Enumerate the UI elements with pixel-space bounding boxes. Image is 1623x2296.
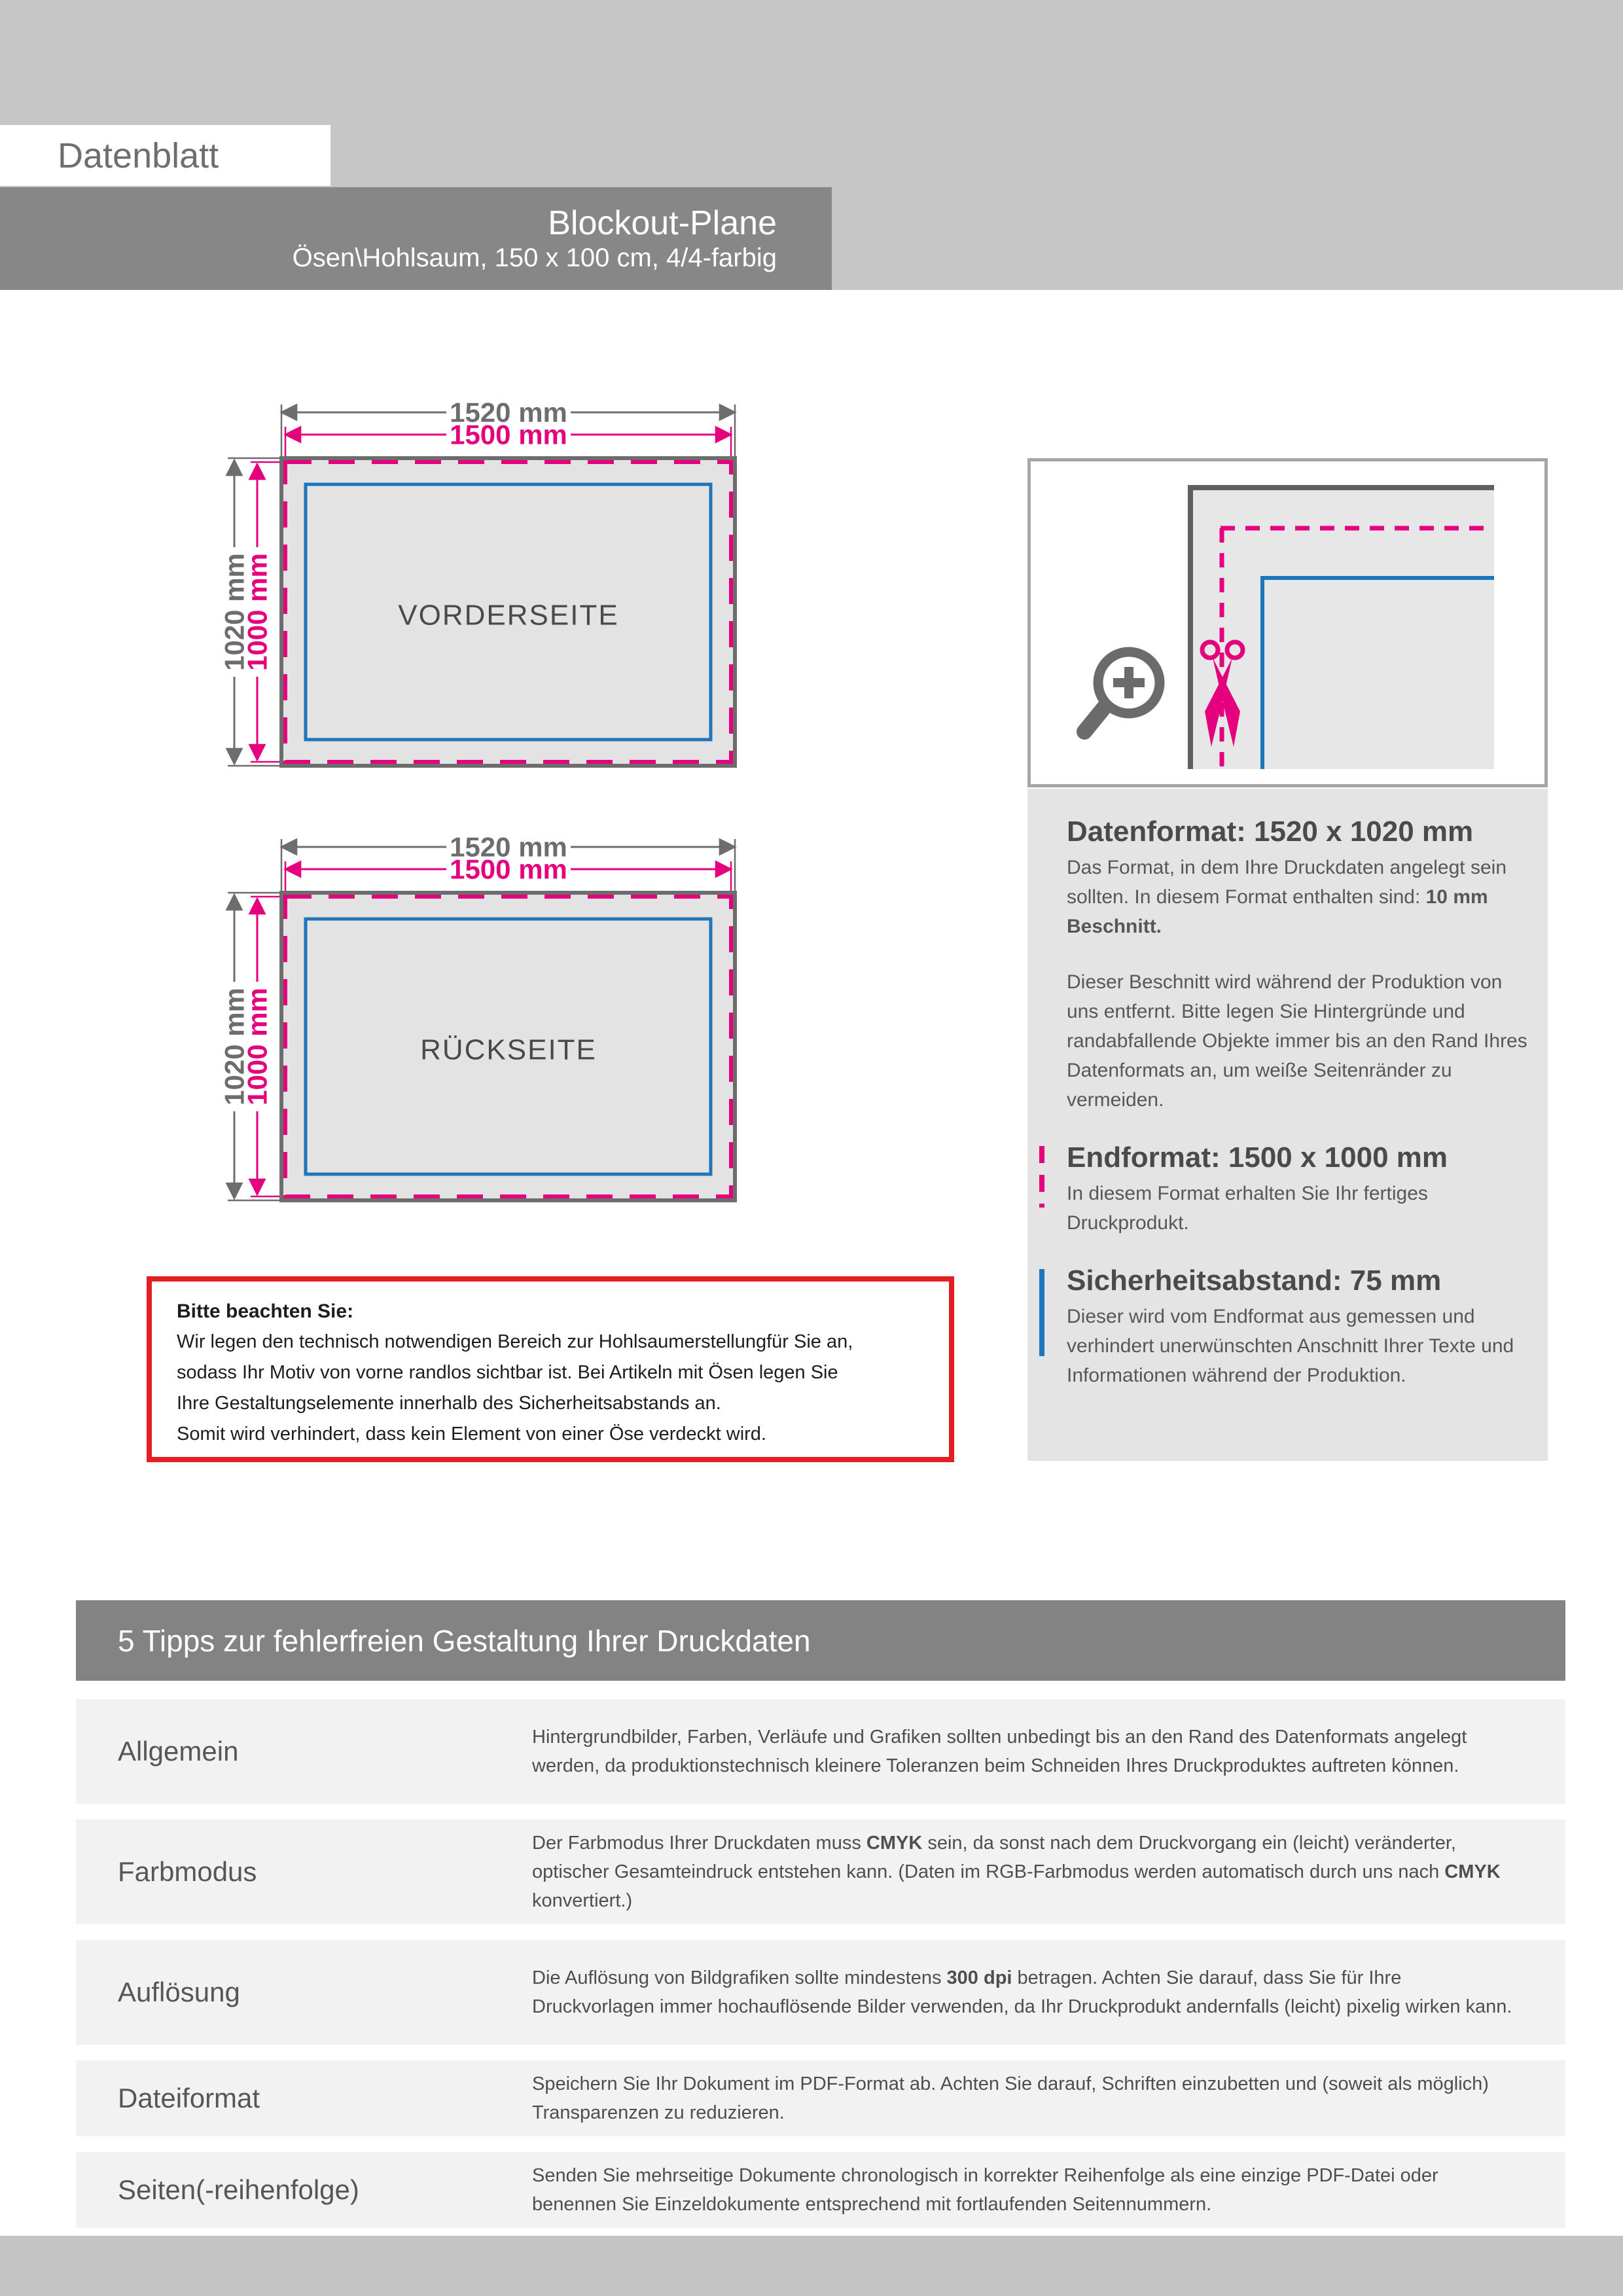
datenformat-para2: Dieser Beschnitt wird während der Produktion von uns entfernt. Bitte legen Sie Hintergründe und randabfallende Objekte immer bis an den Rand Ihres Datenformats an, um weiße Seitenränder zu vermeiden.	[1067, 971, 1527, 1111]
tip-text: Hintergrundbilder, Farben, Verläufe und Grafiken sollten unbedingt bis an den Rand des Datenformats angelegt werden, da produktionstechnisch kleinere Toleranzen beim Schneiden Ihres Druckproduktes auftreten können.	[532, 1727, 1467, 1776]
endformat-para: In diesem Format erhalten Sie Ihr fertiges Druckprodukt.	[1067, 1183, 1428, 1234]
endformat-section	[1067, 1141, 1529, 1238]
product-header	[0, 187, 832, 290]
tip-label: Farbmodus	[118, 1856, 257, 1887]
corner-detail-graphic	[1031, 461, 1544, 784]
datenformat-width-label: 1520 mm	[450, 397, 567, 428]
tip-label: Allgemein	[118, 1736, 239, 1767]
endformat-height-label: 1000 mm	[241, 988, 273, 1105]
tip-label: Dateiformat	[118, 2083, 260, 2113]
sheet-tab	[0, 125, 330, 186]
tip-label: Auflösung	[118, 1977, 240, 2007]
datenformat-width-label: 1520 mm	[450, 831, 567, 863]
tip-text: Senden Sie mehrseitige Dokumente chronologisch in korrekter Reihenfolge als eine einzige PDF-Datei oder benennen Sie Einzeldokumente entsprechend mit fortlaufenden Seitennummern.	[532, 2165, 1438, 2215]
tip-label: Seiten(-reihenfolge)	[118, 2174, 359, 2205]
sicherheitsabstand-heading: Sicherheitsabstand: 75 mm	[1067, 1265, 1442, 1297]
tip-text: Der Farbmodus Ihrer Druckdaten muss CMYK sein, da sonst nach dem Druckvorgang ein (leicht) veränderter, optischer Gesamteindruck entstehen kann. (Daten im RGB-Farbmodus werden automatisch durch uns nach CMYK konvertiert.)	[532, 1833, 1501, 1911]
tip-row-seitenreihenfolge	[76, 2152, 1565, 2228]
safety-marker-bar	[1039, 1269, 1044, 1356]
endformat-height-label: 1000 mm	[241, 553, 273, 671]
tip-text: Die Auflösung von Bildgrafiken sollte mindestens 300 dpi betragen. Achten Sie darauf, dass Sie für Ihre Druckvorlagen immer hochauflösende Bilder verwenden, da Ihr Druckprodukt andernfalls (leicht) pixelig wirken kann.	[532, 1967, 1512, 2017]
corner-detail-box	[1027, 458, 1548, 787]
notice-line: Wir legen den technisch notwendigen Bereich zur Hohlsaumerstellungfür Sie an,	[177, 1331, 853, 1352]
notice-line: sodass Ihr Motiv von vorne randlos sichtbar ist. Bei Artikeln mit Ösen legen Sie	[177, 1362, 838, 1383]
endformat-width-label: 1500 mm	[450, 419, 567, 450]
datenformat-height-label: 1020 mm	[219, 553, 250, 671]
magnifier-icon	[1084, 652, 1160, 732]
tip-row-allgemein	[76, 1699, 1565, 1804]
product-subtitle: Ösen\Hohlsaum, 150 x 100 cm, 4/4-farbig	[292, 243, 777, 272]
tips-header-band	[76, 1600, 1565, 1681]
notice-box	[147, 1276, 954, 1462]
datenformat-heading: Datenformat: 1520 x 1020 mm	[1067, 816, 1474, 848]
format-info-panel	[1027, 789, 1548, 1461]
tips-table	[76, 1699, 1565, 2244]
diagram-back	[183, 801, 772, 1220]
tip-row-aufloesung	[76, 1940, 1565, 2045]
endformat-width-label: 1500 mm	[450, 853, 567, 885]
endformat-heading: Endformat: 1500 x 1000 mm	[1067, 1141, 1448, 1174]
tips-heading: 5 Tipps zur fehlerfreien Gestaltung Ihrer Druckdaten	[118, 1623, 811, 1658]
notice-line: Ihre Gestaltungselemente innerhalb des Sicherheitsabstands an.	[177, 1393, 721, 1414]
back-side-label: RÜCKSEITE	[420, 1033, 597, 1066]
datenformat-para1: Das Format, in dem Ihre Druckdaten angelegt sein sollten. In diesem Format enthalten sind: 10 mm Beschnitt.	[1067, 857, 1507, 937]
diagram-front	[183, 367, 772, 785]
tip-row-dateiformat	[76, 2060, 1565, 2136]
footer-band	[0, 2236, 1623, 2296]
endformat-marker-bar	[1039, 1146, 1044, 1208]
notice-heading: Bitte beachten Sie:	[177, 1300, 354, 1322]
datenformat-section	[1067, 815, 1529, 1115]
datenformat-height-label: 1020 mm	[219, 988, 250, 1105]
tip-row-farbmodus	[76, 1820, 1565, 1924]
tip-text: Speichern Sie Ihr Dokument im PDF-Format ab. Achten Sie darauf, Schriften einzubetten und (soweit als möglich) Transparenzen zu reduzieren.	[532, 2073, 1489, 2123]
sicherheitsabstand-para: Dieser wird vom Endformat aus gemessen und verhindert unerwünschten Anschnitt Ihrer Texte und Informationen während der Produktion.	[1067, 1306, 1514, 1386]
sheet-label: Datenblatt	[58, 135, 219, 175]
sicherheitsabstand-section	[1067, 1264, 1529, 1390]
notice-line: Somit wird verhindert, dass kein Element von einer Öse verdeckt wird.	[177, 1424, 766, 1444]
front-side-label: VORDERSEITE	[398, 599, 619, 632]
product-title: Blockout-Plane	[548, 204, 777, 242]
